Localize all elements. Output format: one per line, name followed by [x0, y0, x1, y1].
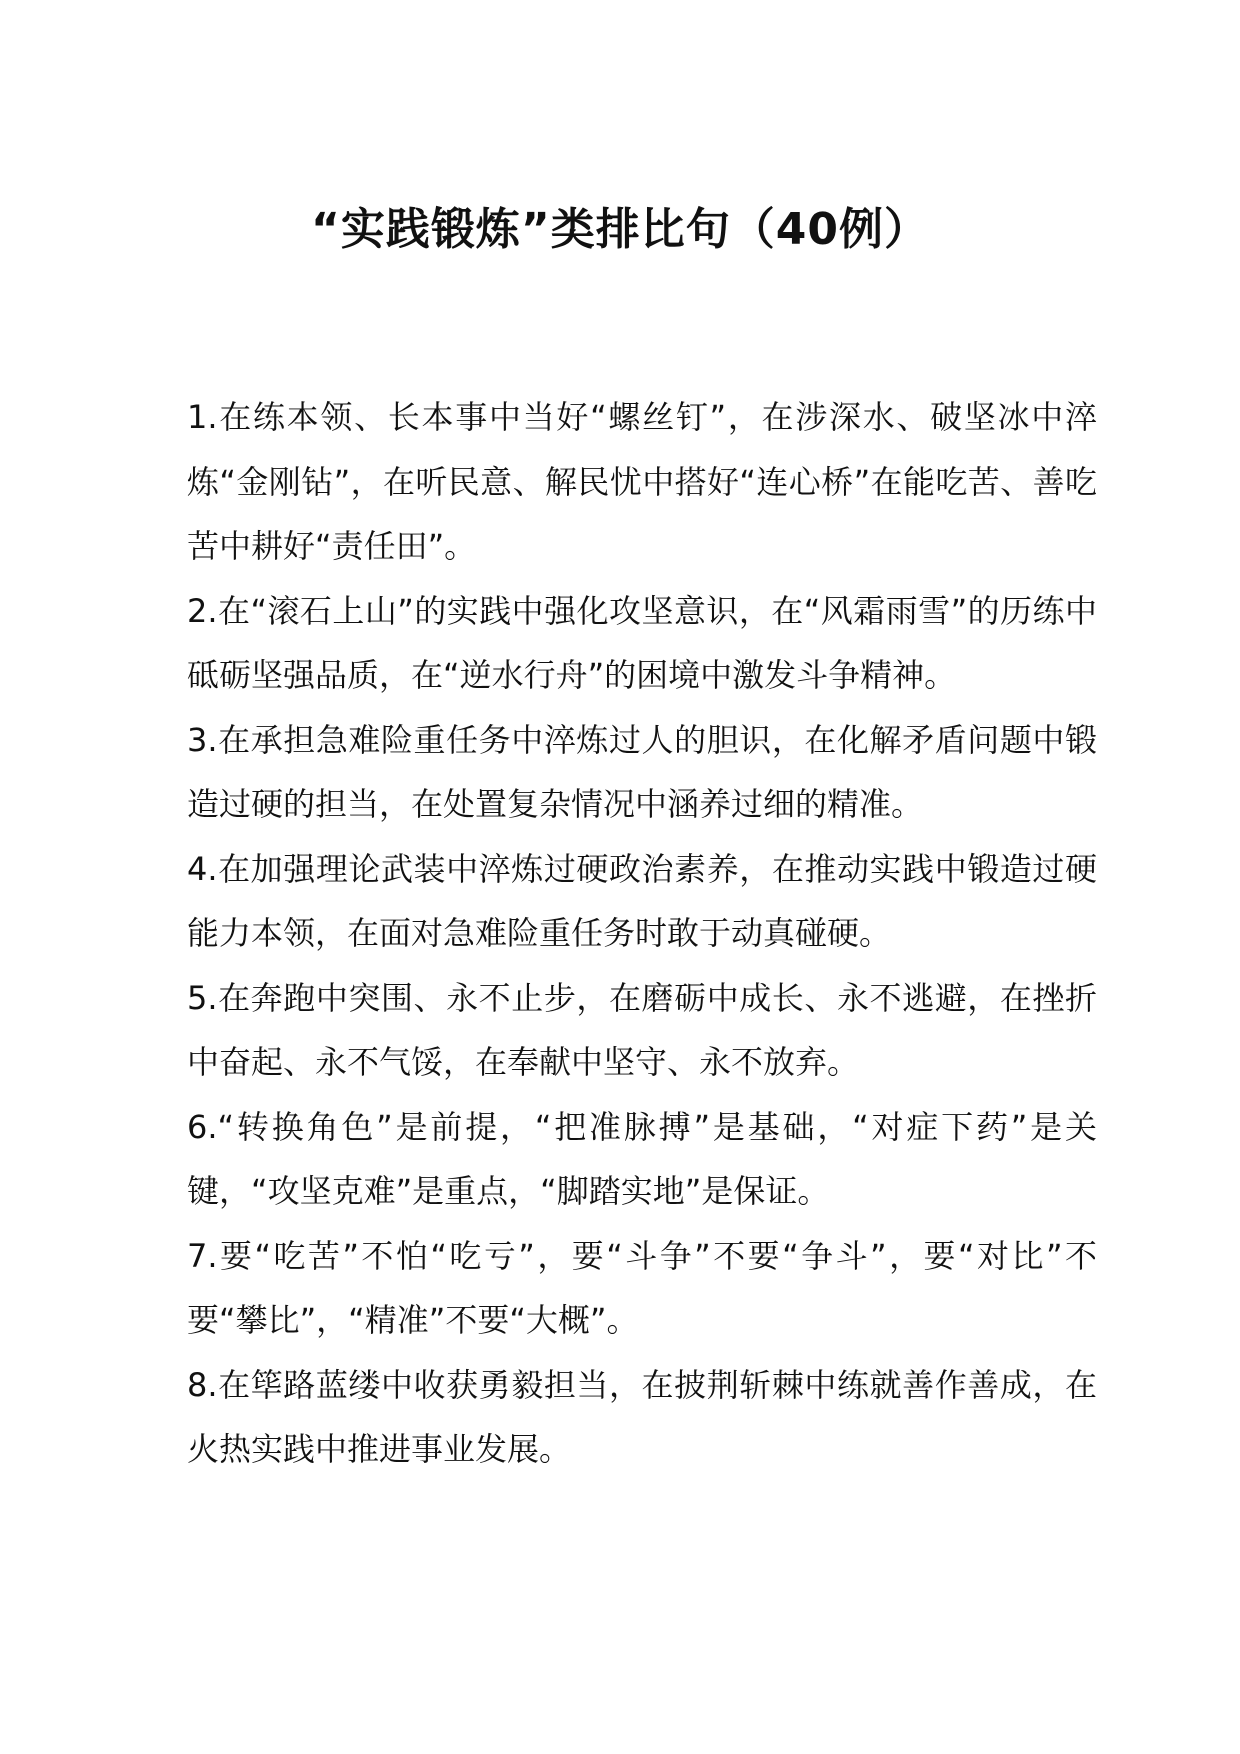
- list-item: 3.在承担急难险重任务中淬炼过人的胆识，在化解矛盾问题中锻造过硬的担当，在处置复杂情况中涵养过细的精准。: [187, 720, 1097, 823]
- list-item: 5.在奔跑中突围、永不止步，在磨砺中成长、永不逃避，在挫折中奋起、永不气馁，在奉献中坚守、永不放弃。: [187, 978, 1097, 1081]
- list-item: 8.在筚路蓝缕中收获勇毅担当，在披荆斩棘中练就善作善成，在火热实践中推进事业发展。: [187, 1365, 1097, 1468]
- list-item: 6.“转换角色”是前提，“把准脉搏”是基础，“对症下药”是关键，“攻坚克难”是重点，“脚踏实地”是保证。: [187, 1107, 1097, 1210]
- list-item: 4.在加强理论武装中淬炼过硬政治素养，在推动实践中锻造过硬能力本领，在面对急难险重任务时敢于动真碰硬。: [187, 849, 1097, 952]
- list-item: 2.在“滚石上山”的实践中强化攻坚意识，在“风霜雨雪”的历练中砥砺坚强品质，在“逆水行舟”的困境中激发斗争精神。: [187, 591, 1097, 694]
- document-body: [187, 385, 1097, 1482]
- list-item: 7.要“吃苦”不怕“吃亏”，要“斗争”不要“争斗”，要“对比”不要“攀比”，“精准”不要“大概”。: [187, 1236, 1097, 1339]
- list-item: 1.在练本领、长本事中当好“螺丝钉”，在涉深水、破坚冰中淬炼“金刚钻”，在听民意、解民忧中搭好“连心桥”在能吃苦、善吃苦中耕好“责任田”。: [187, 398, 1097, 565]
- document-title: “实践锻炼”类排比句（40例）: [310, 204, 930, 255]
